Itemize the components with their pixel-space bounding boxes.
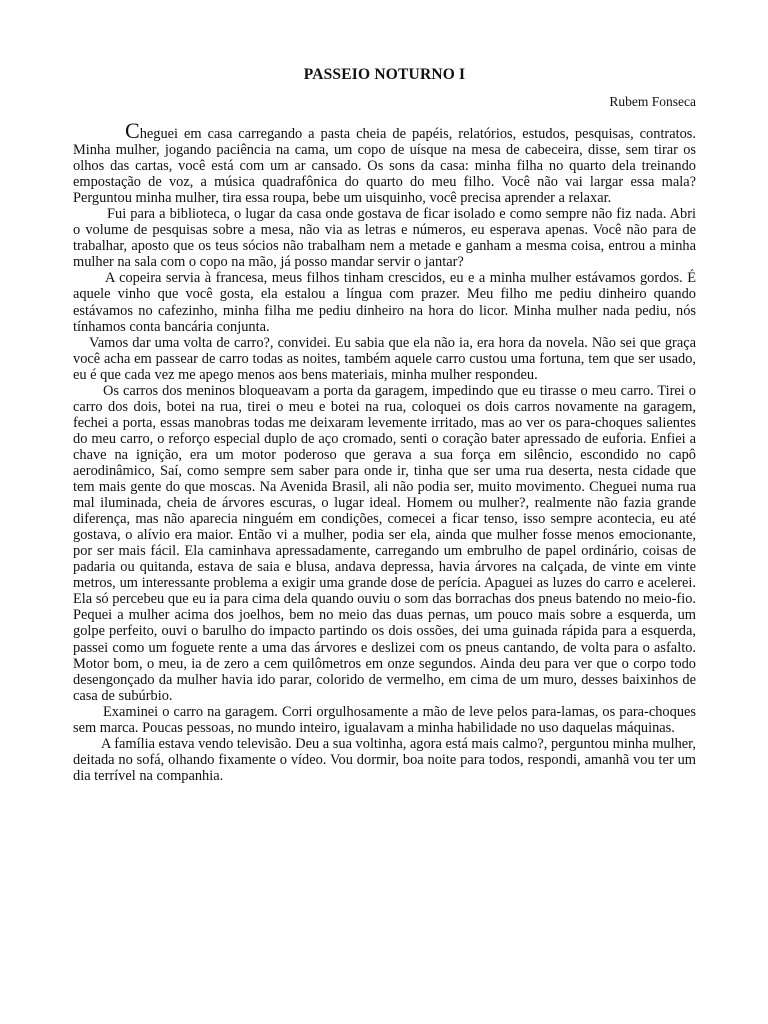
document-title: PASSEIO NOTURNO I <box>303 66 466 83</box>
paragraph-1-text: heguei em casa carregando a pasta cheia de papéis, relatórios, estudos, pesquisas, contratos. Minha mulher, jogando paciência na cama, um copo de uísque na mesa de cabeceira, disse, sem tirar os olhos das cartas, você está com um ar cansado. Os sons da casa: minha filha no quarto dela treinando empostação de voz, a música quadrafônica do quarto do meu filho. Você não vai largar essa mala? Perguntou minha mulher, tira essa roupa, bebe um uisquinho, você precisa aprender a relaxar. <box>73 126 696 207</box>
paragraph-6: Examinei o carro na garagem. Corri orgulhosamente a mão de leve pelos para-lamas, os para-choques sem marca. Poucas pessoas, no mundo inteiro, igualavam a minha habilidade no uso daquelas máquinas. <box>73 703 696 736</box>
paragraph-4: Vamos dar uma volta de carro?, convidei. Eu sabia que ela não ia, era hora da novela. Não sei que graça você acha em passear de carro todas as noites, também aquele carro custou uma fortuna, tem que ser usado, eu é que cada vez me apego menos aos bens materiais, minha mulher respondeu. <box>73 334 696 383</box>
paragraph-3: A copeira servia à francesa, meus filhos tinham crescidos, eu e a minha mulher estávamos gordos. É aquele vinho que você gosta, ela estalou a língua com prazer. Meu filho me pediu dinheiro quando estávamos no cafezinho, minha filha me pediu dinheiro na hora do licor. Minha mulher nada pediu, nós tínhamos conta bancária conjunta. <box>73 270 696 335</box>
document-body <box>73 118 696 784</box>
paragraph-2: Fui para a biblioteca, o lugar da casa onde gostava de ficar isolado e como sempre não fiz nada. Abri o volume de pesquisas sobre a mesa, não via as letras e números, eu esperava apenas. Você não para de trabalhar, aposto que os teus sócios não trabalham nem a metade e ganham a mesma coisa, entrou a minha mulher na sala com o copo na mão, já posso mandar servir o jantar? <box>73 206 696 271</box>
drop-cap: C <box>125 118 140 143</box>
paragraph-1 <box>73 118 696 207</box>
paragraph-7: A família estava vendo televisão. Deu a sua voltinha, agora está mais calmo?, perguntou minha mulher, deitada no sofá, olhando fixamente o vídeo. Vou dormir, boa noite para todos, respondi, amanhã vou ter um dia terrível na companhia. <box>73 735 696 784</box>
document-author: Rubem Fonseca <box>609 94 696 109</box>
paragraph-5: Os carros dos meninos bloqueavam a porta da garagem, impedindo que eu tirasse o meu carro. Tirei o carro dos dois, botei na rua, tirei o meu e botei na rua, coloquei os dois carros novamente na garagem, fechei a porta, essas manobras todas me deixaram levemente irritado, mas ao ver os para-choques salientes do meu carro, o reforço especial duplo de aço cromado, senti o coração bater apressado de euforia. Enfiei a chave na ignição, era um motor poderoso que gerava a sua força em silêncio, escondido no capô aerodinâmico, Saí, como sempre sem saber para onde ir, tinha que ser uma rua deserta, nesta cidade que tem mais gente do que moscas. Na Avenida Brasil, ali não podia ser, muito movimento. Cheguei numa rua mal iluminada, cheia de árvores escuras, o lugar ideal. Homem ou mulher?, realmente não fazia grande diferença, mas não aparecia ninguém em condições, comecei a ficar tenso, isso sempre acontecia, eu até gostava, o alívio era maior. Então vi a mulher, podia ser ela, ainda que mulher fosse menos emocionante, por ser mais fácil. Ela caminhava apressadamente, carregando um embrulho de papel ordinário, coisas de padaria ou quitanda, estava de saia e blusa, andava depressa, havia árvores na calçada, de vinte em vinte metros, um interessante problema a exigir uma grande dose de perícia. Apaguei as luzes do carro e acelerei. Ela só percebeu que eu ia para cima dela quando ouviu o som das borrachas dos pneus batendo no meio-fio. Pequei a mulher acima dos joelhos, bem no meio das duas pernas, um pouco mais sobre a esquerda, um golpe perfeito, ouvi o barulho do impacto partindo os dois ossões, dei uma guinada rápida para a esquerda, passei como um foguete rente a uma das árvores e deslizei com os pneus cantando, de volta para o asfalto. Motor bom, o meu, ia de zero a cem quilômetros em onze segundos. Ainda deu para ver que o corpo todo desengonçado da mulher havia ido parar, colorido de vermelho, em cima de um muro, desses baixinhos de casa de subúrbio. <box>73 382 696 704</box>
